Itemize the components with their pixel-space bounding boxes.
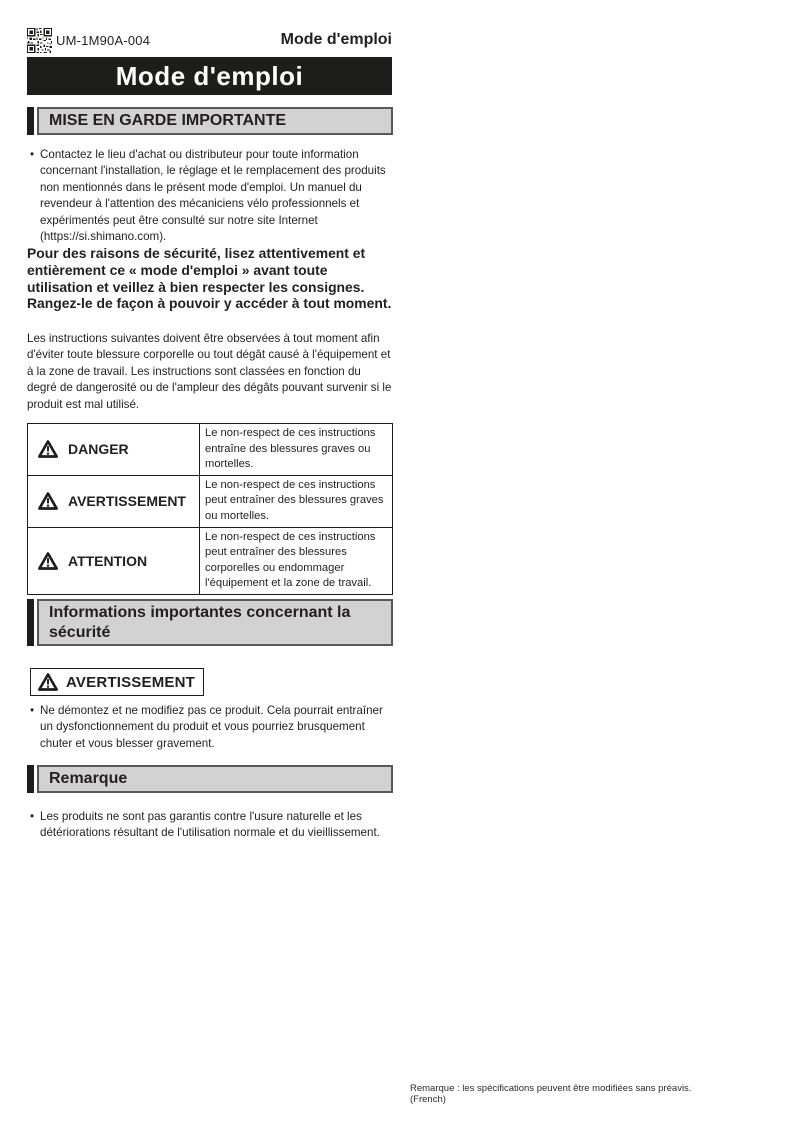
contact-bullet bbox=[30, 147, 393, 245]
instructions-intro-text: Les instructions suivantes doivent être observées à tout moment afin d'éviter toute blessure corporelle ou tout dégât causé à l'équipement et à la zone de travail. Les instructions sont classées en fonction du degré de dangerosité ou de l'ampleur des dégâts pouvant survenir si le produit est mal utilisé. bbox=[27, 332, 392, 411]
warning-triangle-icon bbox=[38, 440, 58, 458]
bullet-marker: • bbox=[30, 148, 35, 161]
table-row-avertissement bbox=[28, 475, 393, 527]
hazard-label: DANGER bbox=[68, 441, 129, 458]
note-bullet-text: Les produits ne sont pas garantis contre l'usure naturelle et les détériorations résultant de l'utilisation normale et du vieillissement. bbox=[40, 810, 380, 840]
section-bar-accent bbox=[27, 765, 34, 793]
section-bar-box bbox=[37, 599, 393, 646]
hazard-label-cell bbox=[28, 424, 200, 476]
table-row-danger bbox=[28, 424, 393, 476]
footer-note: Remarque : les spécifications peuvent être modifiées sans préavis. (French) bbox=[410, 1083, 692, 1105]
section-bar-accent bbox=[27, 599, 34, 646]
section-bar-box bbox=[37, 107, 393, 135]
page-title: Mode d'emploi bbox=[280, 31, 392, 48]
document-code: UM-1M90A-004 bbox=[56, 32, 151, 48]
section-heading-text: Remarque bbox=[49, 770, 128, 787]
hazard-description: Le non-respect de ces instructions entraîne des blessures graves ou mortelles. bbox=[200, 424, 393, 476]
warning-bullet-text: Ne démontez et ne modifiez pas ce produit. Cela pourrait entraîner un dysfonctionnement du produit et vous pourriez brusquement chuter et vous blesser gravement. bbox=[40, 704, 383, 750]
warning-bullet bbox=[30, 703, 393, 752]
hazard-label-cell bbox=[28, 527, 200, 594]
section-heading-important-notice bbox=[27, 107, 393, 135]
section-heading-text: MISE EN GARDE IMPORTANTE bbox=[49, 112, 287, 129]
title-banner bbox=[27, 57, 392, 95]
warning-triangle-icon bbox=[38, 673, 58, 691]
hazard-description: Le non-respect de ces instructions peut entraîner des blessures corporelles ou endommager l'équipement et la zone de travail. bbox=[200, 527, 393, 594]
section-bar-box bbox=[37, 765, 393, 793]
table-row-attention bbox=[28, 527, 393, 594]
warning-triangle-icon bbox=[38, 552, 58, 570]
avertissement-box-label: AVERTISSEMENT bbox=[66, 673, 196, 691]
title-banner-text: Mode d'emploi bbox=[115, 60, 304, 91]
warning-triangle-icon bbox=[38, 492, 58, 510]
safety-bold-statement: Pour des raisons de sécurité, lisez attentivement et entièrement ce « mode d'emploi » avant toute utilisation et veillez à bien respecter les consignes. Rangez-le de façon à pouvoir y accéder à tout moment. bbox=[27, 245, 392, 312]
bullet-marker: • bbox=[30, 704, 35, 717]
avertissement-box bbox=[30, 668, 204, 696]
section-heading-text: Informations importantes concernant la sécurité bbox=[49, 603, 351, 641]
hazard-label: AVERTISSEMENT bbox=[68, 493, 186, 510]
hazard-description: Le non-respect de ces instructions peut entraîner des blessures graves ou mortelles. bbox=[200, 475, 393, 527]
section-bar-accent bbox=[27, 107, 34, 135]
hazard-label: ATTENTION bbox=[68, 552, 148, 569]
note-bullet bbox=[30, 809, 393, 842]
qr-code-icon bbox=[27, 28, 52, 53]
hazard-table bbox=[27, 423, 393, 595]
contact-bullet-text: Contactez le lieu d'achat ou distributeur pour toute information concernant l'installation, le réglage et le remplacement des produits non mentionnés dans le présent mode d'emploi. Un manuel du revendeur à l'attention des mécaniciens vélo professionnels et expérimentés peut être consulté sur notre site Internet (https://si.shimano.com). bbox=[40, 148, 386, 244]
bullet-marker: • bbox=[30, 810, 35, 823]
section-heading-safety-info bbox=[27, 599, 393, 646]
section-heading-remarque bbox=[27, 765, 393, 793]
hazard-label-cell bbox=[28, 475, 200, 527]
page-header bbox=[27, 27, 392, 53]
